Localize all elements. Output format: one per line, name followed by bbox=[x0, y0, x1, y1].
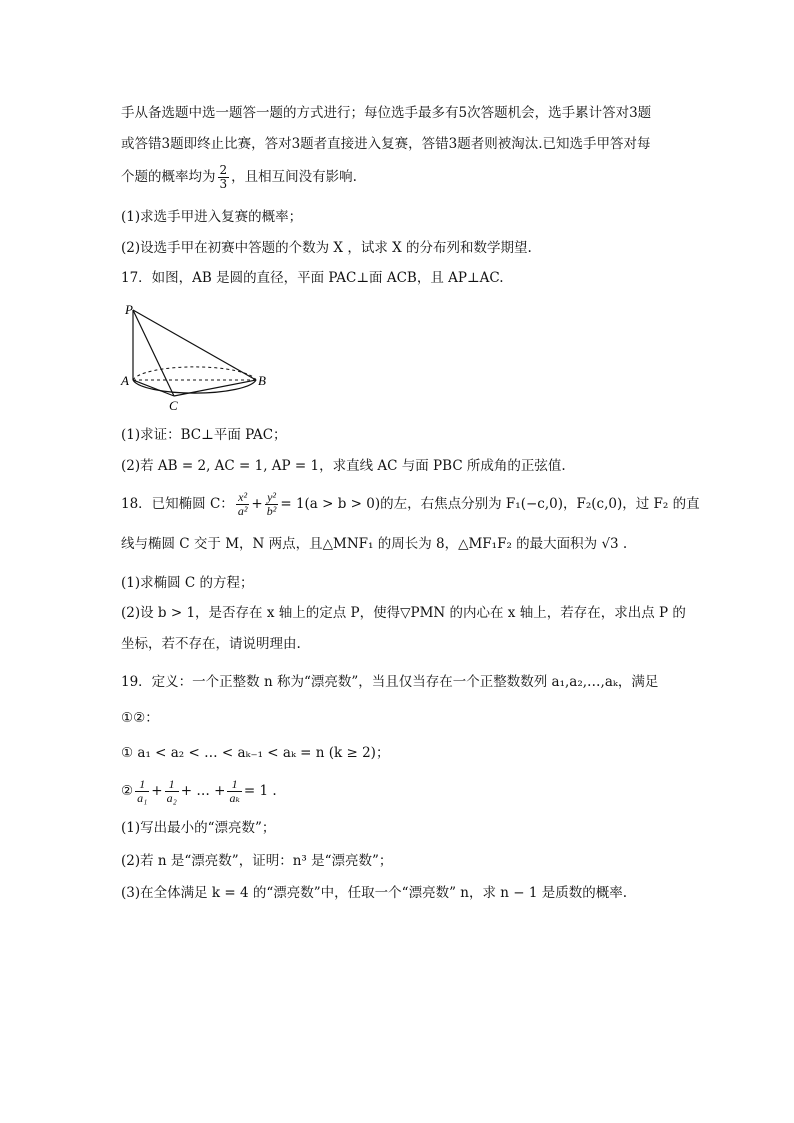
p16-line-1: 手从备选题中选一题答一题的方式进行；每位选手最多有5次答题机会，选手累计答对3题 bbox=[121, 105, 652, 121]
fraction-numerator: y² bbox=[265, 491, 279, 505]
p18-stem-line-2: 线与椭圆 C 交于 M，N 两点，且△MNF₁ 的周长为 8，△MF₁F₂ 的最大面积为 √3 . bbox=[121, 536, 628, 552]
p19-stem: 19．定义：一个正整数 n 称为“漂亮数”，当且仅当存在一个正整数数列 a₁,a₂,…,aₖ，满足 bbox=[121, 674, 659, 690]
fraction-1-over-a1 bbox=[135, 778, 149, 805]
p18-question-2-line-2: 坐标，若不存在，请说明理由. bbox=[121, 636, 301, 652]
fraction-numerator: 1 bbox=[165, 778, 179, 792]
fraction-numerator: 2 bbox=[219, 163, 228, 177]
p16-question-2: (2)设选手甲在初赛中答题的个数为 X ，试求 X 的分布列和数学期望. bbox=[121, 240, 532, 256]
fraction-numerator: 1 bbox=[227, 778, 241, 792]
label-C: C bbox=[169, 398, 178, 413]
ellipse-y-fraction bbox=[265, 491, 279, 518]
p19-question-3: (3)在全体满足 k = 4 的“漂亮数”中，任取一个“漂亮数” n，求 n − 1 是质数的概率. bbox=[121, 885, 628, 901]
plus-sign: + bbox=[151, 783, 163, 799]
segment-PB bbox=[133, 310, 256, 380]
p18-stem-text-a: 18．已知椭圆 C： bbox=[121, 496, 234, 512]
condition-2-marker: ② bbox=[121, 783, 134, 799]
fraction-denominator: aₖ bbox=[229, 791, 240, 805]
fraction-denominator: a₁ bbox=[137, 791, 148, 805]
segment-PC bbox=[133, 310, 174, 396]
p17-stem: 17．如图，AB 是圆的直径，平面 PAC⊥面 ACB，且 AP⊥AC. bbox=[121, 270, 504, 286]
p16-question-1: (1)求选手甲进入复赛的概率； bbox=[121, 209, 303, 225]
p18-question-2-line-1: (2)设 b > 1，是否存在 x 轴上的定点 P，使得▽PMN 的内心在 x 轴上，若存在，求出点 P 的 bbox=[121, 605, 686, 621]
p17-question-1: (1)求证：BC⊥平面 PAC； bbox=[121, 427, 287, 443]
ellipse-x-fraction bbox=[236, 491, 250, 518]
fraction-numerator: x² bbox=[236, 491, 250, 505]
plus-sign: + bbox=[251, 496, 263, 512]
p16-line-3-text-b: ，且相互间没有影响. bbox=[231, 169, 357, 185]
fraction-denominator: a² bbox=[237, 504, 248, 518]
fraction-1-over-ak bbox=[227, 778, 241, 805]
probability-fraction bbox=[218, 164, 230, 191]
equals-one: = 1 . bbox=[243, 783, 277, 799]
label-A: A bbox=[121, 373, 129, 388]
fraction-denominator: b² bbox=[266, 504, 277, 518]
p19-question-1: (1)写出最小的“漂亮数”； bbox=[121, 820, 276, 836]
p18-stem-text-b: = 1(a > b > 0)的左，右焦点分别为 F₁(−c,0)，F₂(c,0)，过 F₂ 的直 bbox=[280, 496, 700, 512]
p19-condition-2 bbox=[121, 778, 277, 805]
p19-conditions-label: ①②： bbox=[121, 710, 159, 726]
label-P: P bbox=[125, 302, 133, 317]
p17-question-2: (2)若 AB = 2, AC = 1, AP = 1，求直线 AC 与面 PBC 所成角的正弦值. bbox=[121, 458, 566, 474]
p16-line-3 bbox=[121, 164, 357, 191]
circle-front-arc bbox=[133, 380, 256, 393]
ellipsis-sum: + … + bbox=[180, 783, 226, 799]
fraction-denominator: 3 bbox=[219, 177, 228, 191]
label-B: B bbox=[258, 373, 266, 388]
geometry-figure bbox=[118, 300, 278, 415]
p18-question-1: (1)求椭圆 C 的方程； bbox=[121, 575, 254, 591]
p19-condition-1: ① a₁ < a₂ < … < aₖ₋₁ < aₖ = n (k ≥ 2)； bbox=[121, 745, 390, 761]
fraction-denominator: a₂ bbox=[166, 791, 177, 805]
fraction-1-over-a2 bbox=[165, 778, 179, 805]
p19-question-2: (2)若 n 是“漂亮数”，证明：n³ 是“漂亮数”； bbox=[121, 853, 393, 869]
p18-stem-line-1 bbox=[121, 491, 700, 518]
fraction-numerator: 1 bbox=[135, 778, 149, 792]
p16-line-3-text-a: 个题的概率均为 bbox=[121, 169, 216, 185]
segment-CB bbox=[174, 380, 256, 396]
p16-line-2: 或答错3题即终止比赛，答对3题者直接进入复赛，答错3题者则被淘汰.已知选手甲答对每 bbox=[121, 136, 651, 152]
